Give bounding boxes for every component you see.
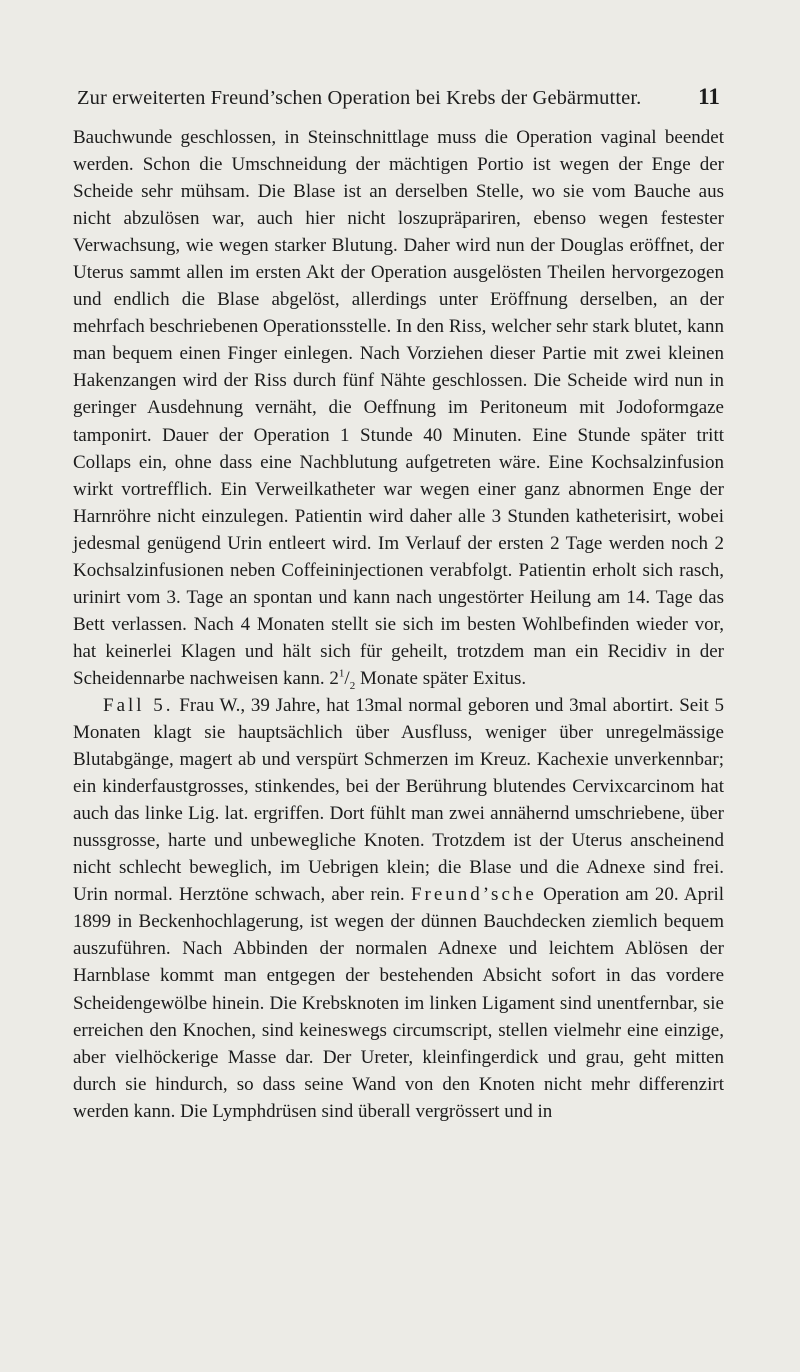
running-header bbox=[77, 84, 720, 112]
case-text-part-2: Operation am 20. April 1899 in Beckenhochlagerung, ist wegen der dünnen Bauchdecken ziemlich bequem auszuführen. Nach Abbinden der normalen Adnexe und leichtem Ablösen der Harnblase kommt man entgegen der bestehenden Absicht sofort in das vordere Scheidengewölbe hinein. Die Krebsknoten im linken Ligament sind unentfernbar, sie erreichen den Knochen, sind keineswegs circumscript, stellen vielmehr eine einzige, aber vielhöckerige Masse dar. Der Ureter, kleinfingerdick und grau, geht mitten durch sie hindurch, so dass seine Wand von den Knoten nicht mehr differenzirt werden kann. Die Lymphdrüsen sind überall vergrössert und in bbox=[73, 884, 725, 1122]
case-text-part-1: Frau W., 39 Jahre, hat 13mal normal geboren und 3mal abortirt. Seit 5 Monaten klagt sie hauptsächlich über Ausfluss, weniger über unregelmässige Blutabgänge, magert ab und verspürt Schmerzen im Kreuz. Kachexie unverkennbar; ein kinderfaustgrosses, stinkendes, bei der Berührung blutendes Cervixcarcinom hat auch das linke Lig. lat. ergriffen. Dort fühlt man zwei annähernd umschriebene, über nussgrosse, harte und unbewegliche Knoten. Trotzdem ist der Uterus anscheinend nicht schlecht beweglich, im Uebrigen klein; die Blase und die Adnexe sind frei. Urin normal. Herztöne schwach, aber rein. bbox=[73, 694, 724, 906]
page-number: 11 bbox=[698, 84, 720, 109]
running-title: Zur erweiterten Freund’schen Operation bei Krebs der Gebärmutter. bbox=[77, 87, 642, 109]
body-text bbox=[73, 124, 724, 1125]
paragraph-text: Bauchwunde geschlossen, in Steinschnittlage muss die Operation vaginal beendet werden. Schon die Umschneidung der mächtigen Portio ist wegen der Enge der Scheide sehr mühsam. Die Blase ist an derselben Stelle, wo sie vom Bauche aus nicht abzulösen war, auch hier nicht loszupräpariren, ebenso wegen festester Verwachsung, wie wegen starker Blutung. Daher wird nun der Douglas eröffnet, der Uterus sammt allen im ersten Akt der Operation ausgelösten Theilen hervorgezogen und endlich die Blase abgelöst, allerdings unter Eröffnung derselben, an der mehrfach beschriebenen Operationsstelle. In den Riss, welcher sehr stark blutet, kann man bequem einen Finger einlegen. Nach Vorziehen dieser Partie mit zwei kleinen Hakenzangen wird der Riss durch fünf Nähte geschlossen. Die Scheide wird nun in geringer Ausdehnung vernäht, die Oeffnung im Peritoneum mit Jodoformgaze tamponirt. Dauer der Operation 1 Stunde 40 Minuten. Eine Stunde später tritt Collaps ein, ohne dass eine Nachblutung aufgetreten wäre. Eine Kochsalzinfusion wirkt vortrefflich. Ein Verweilkatheter war wegen einer ganz abnormen Enge der Harnröhre nicht einzulegen. Patientin wird daher alle 3 Stunden katheterisirt, wobei jedesmal genügend Urin entleert wird. Im Verlauf der ersten 2 Tage werden noch 2 Kochsalzinfusionen neben Coffeininjectionen verabfolgt. Patientin erholt sich rasch, urinirt vom 3. Tage an spontan und kann nach ungestörter Heilung am 14. Tage das Bett verlassen. Nach 4 Monaten stellt sie sich im besten Wohlbefinden wieder vor, hat keinerlei Klagen und hält sich für geheilt, trotzdem man ein Recidiv in der Scheidennarbe nachweisen kann. bbox=[73, 127, 724, 689]
paragraph-ending: Monate später Exitus. bbox=[359, 667, 527, 689]
freund-name: Freund’sche bbox=[410, 884, 537, 906]
paragraph-case-5 bbox=[73, 692, 724, 1125]
fraction: $2^1/_2$ bbox=[329, 667, 356, 692]
paragraph-continuation bbox=[73, 124, 724, 692]
case-label: Fall 5. bbox=[103, 694, 174, 716]
